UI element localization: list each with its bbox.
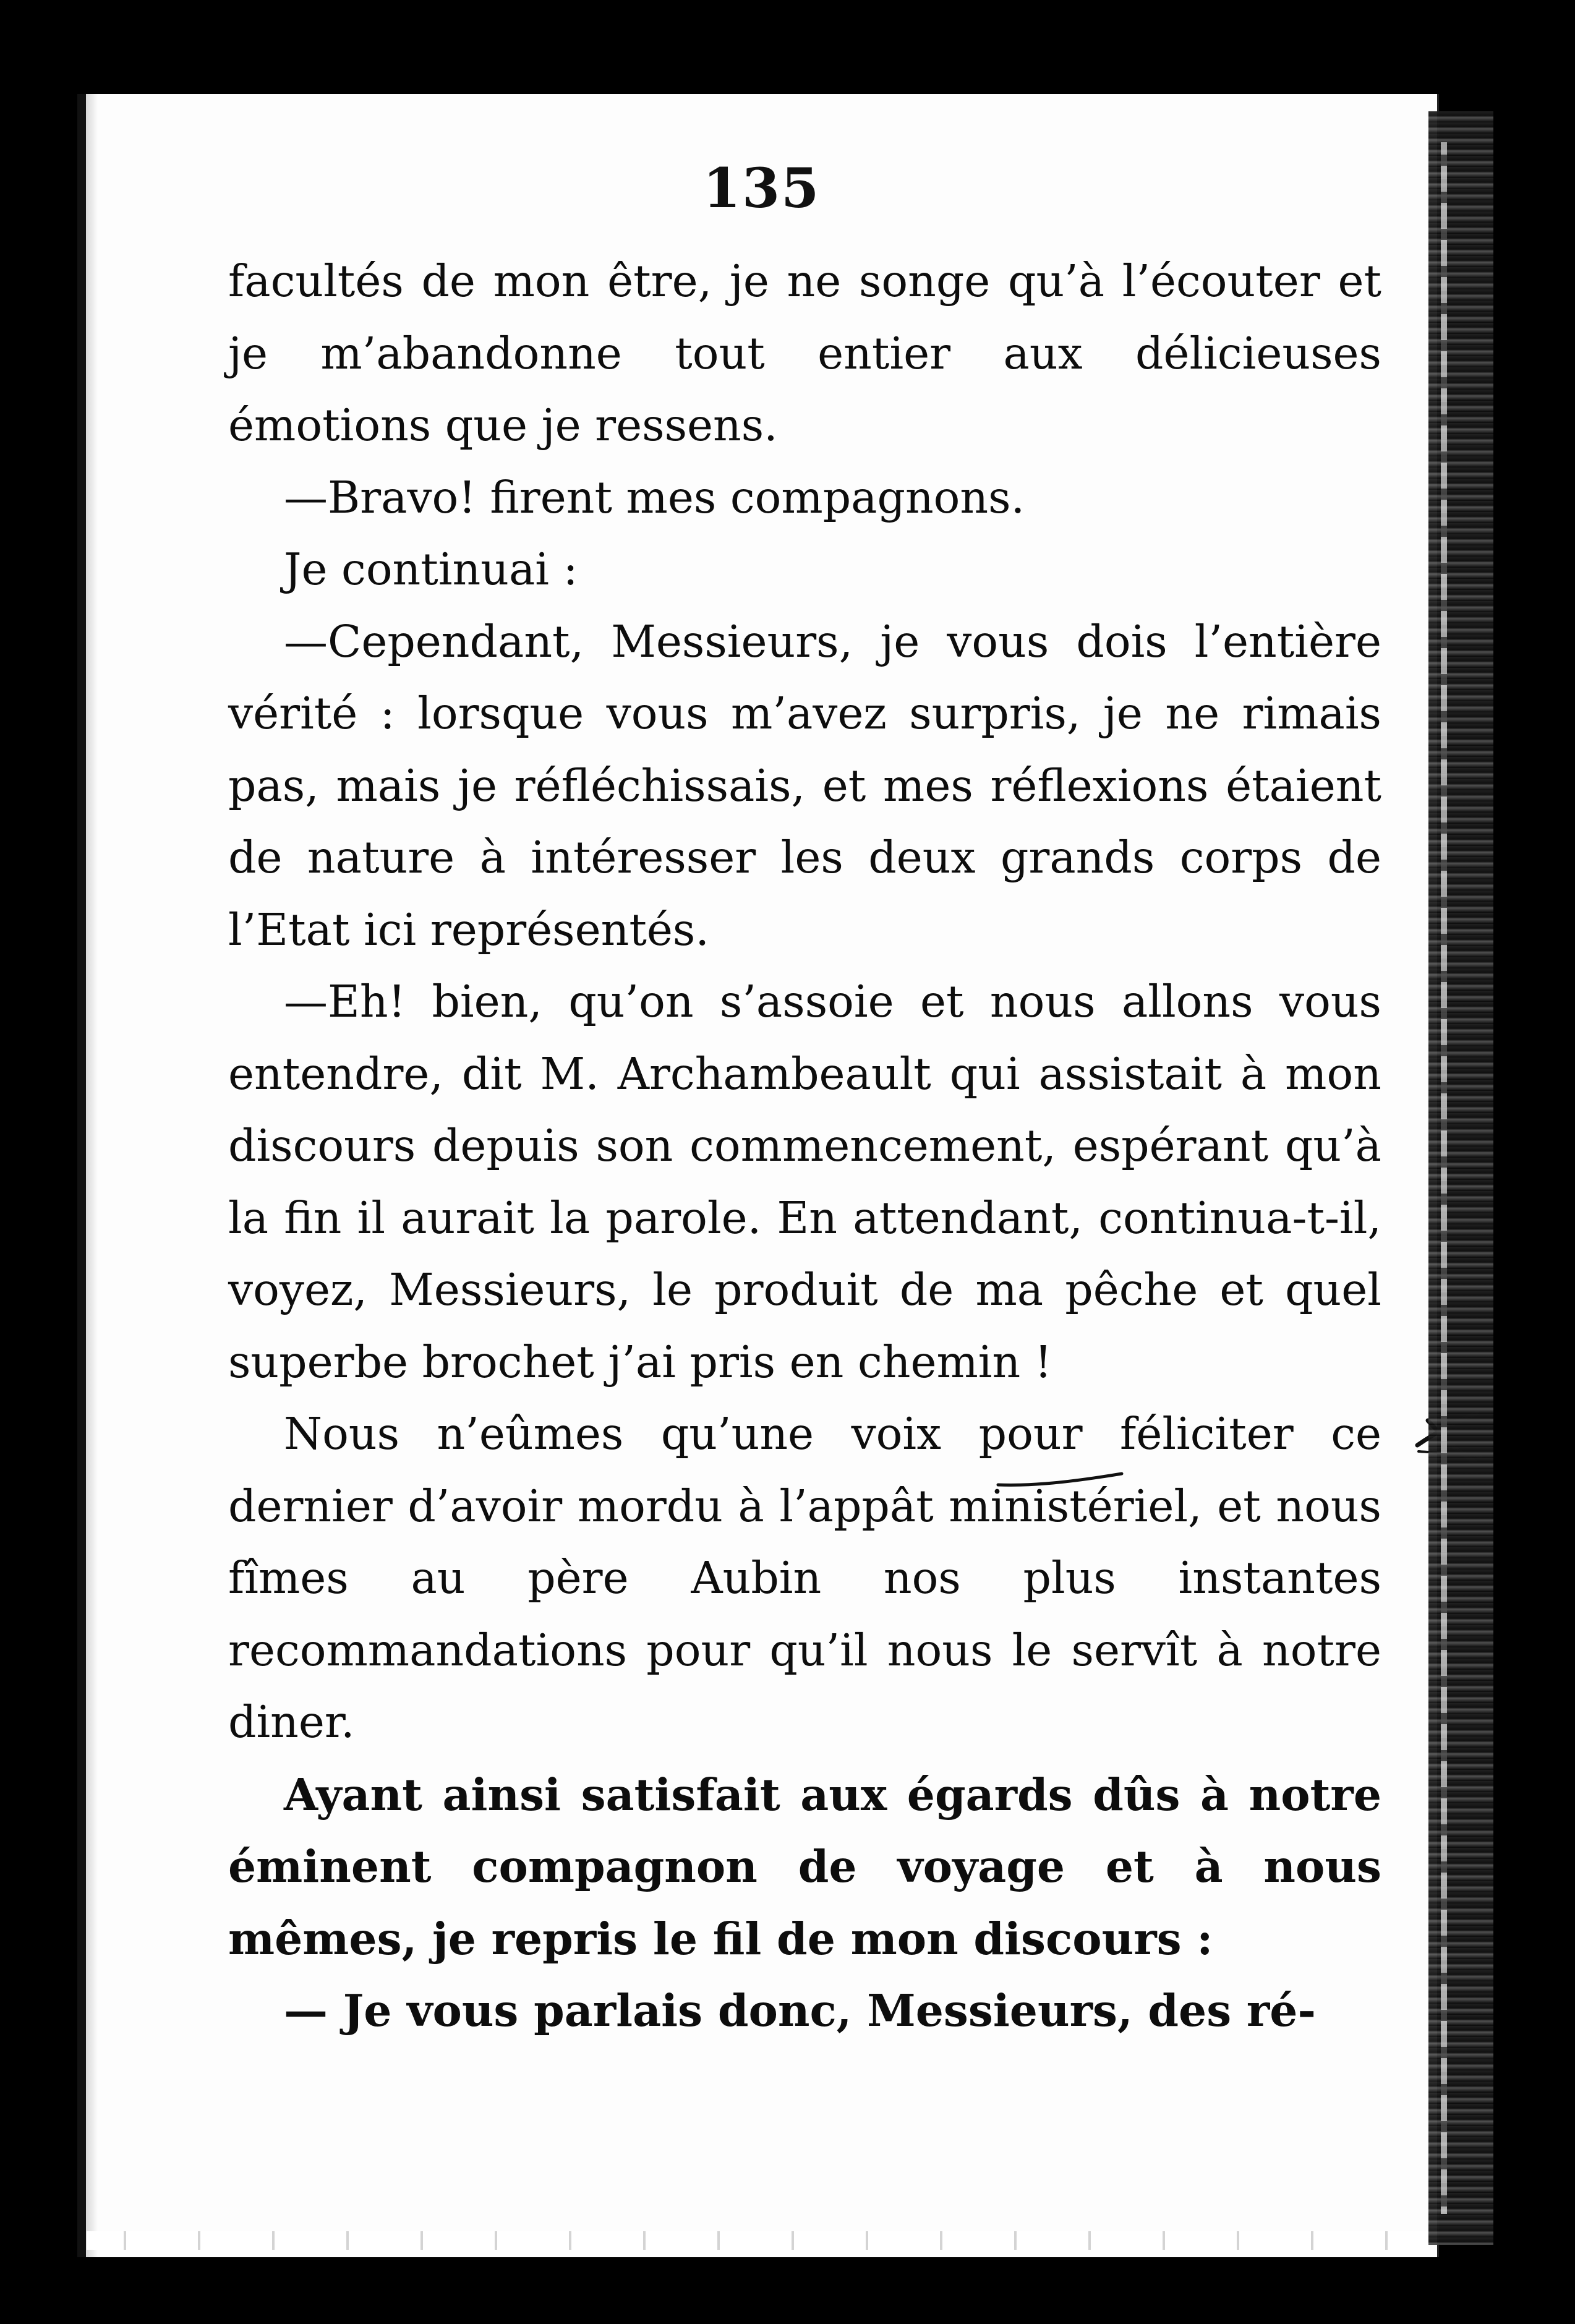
page-gutter-shadow: [1428, 111, 1493, 2245]
page-number: 135: [702, 156, 821, 220]
page-gutter-texture: [1441, 142, 1447, 2214]
paragraph-8: — Je vous parlais donc, Messieurs, des ré-: [284, 1984, 1316, 2036]
paragraph-5: —Eh! bien, qu’on s’assoie et nous allons vous entendre, dit M. Archambeault qui assistait à mon discours depuis son commencement, espérant qu’à la fin il aurait la parole. En attendant, continua-t-il, voyez, Messieurs, le produit de ma pêche et quel superbe brochet j’ai pris en chemin !: [228, 976, 1381, 1388]
paragraph-4: —Cependant, Messieurs, je vous dois l’entière vérité : lorsque vous m’avez surpris, je ne rimais pas, mais je réfléchissais, et mes réflexions étaient de nature à intéresser les deux grands corps de l’Etat ici représentés.: [228, 615, 1381, 955]
book-page: [77, 94, 1439, 2257]
page-bottom-edge: [87, 2231, 1428, 2250]
paragraph-6: Nous n’eûmes qu’une voix pour féliciter ce dernier d’avoir mordu à l’appât ministériel, et nous fîmes au père Aubin nos plus instantes recommandations pour qu’il nous le servît à notre diner.: [228, 1408, 1381, 1748]
paragraph-7: Ayant ainsi satisfait aux égards dûs à notre éminent compagnon de voyage et à nous mêmes, je repris le fil de mon discours :: [228, 1768, 1381, 1965]
page-text-block: [228, 246, 1381, 2047]
handwritten-underline-mark: [995, 1471, 1125, 1490]
paragraph-1: facultés de mon être, je ne songe qu’à l’écouter et je m’abandonne tout entier aux délicieuses émotions que je ressens.: [228, 255, 1381, 451]
page-left-edge: [86, 94, 98, 2257]
paragraph-3: Je continuai :: [284, 544, 578, 595]
paragraph-2: —Bravo! firent mes compagnons.: [284, 471, 1025, 523]
